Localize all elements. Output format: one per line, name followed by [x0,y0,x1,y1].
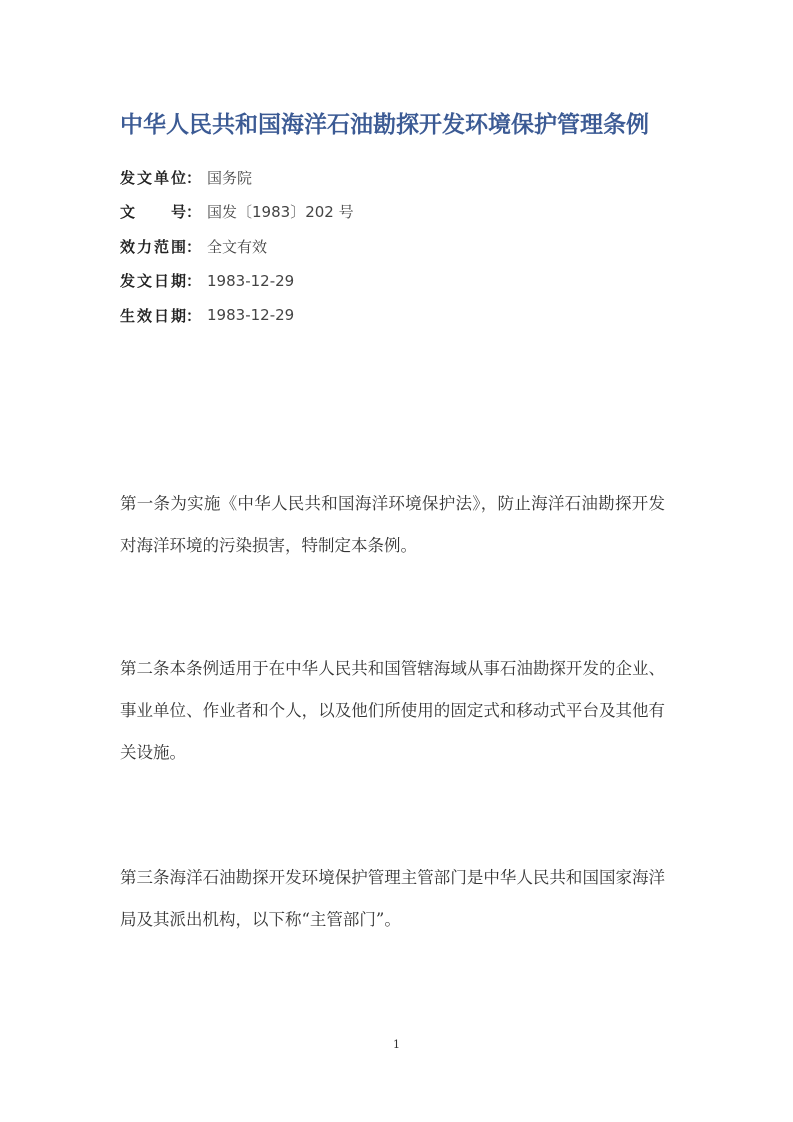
article-3-paragraph: 第三条海洋石油勘探开发环境保护管理主管部门是中华人民共和国国家海洋局及其派出机构，以下称“主管部门”。 [120,868,665,929]
meta-colon: ： [186,237,202,256]
meta-row-scope [120,229,680,264]
document-title: 中华人民共和国海洋石油勘探开发环境保护管理条例 [120,112,649,138]
meta-value-issue-date: 1983-12-29 [207,271,295,290]
meta-colon: ： [186,272,202,291]
meta-colon: ： [186,306,202,325]
meta-label-effective-date: 生效日期 [120,306,186,325]
meta-label-issue-date: 发文日期 [120,272,186,291]
meta-value-doc-number: 国发〔1983〕202 号 [207,203,354,222]
meta-row-issue-date [120,264,680,299]
meta-colon: ： [186,203,202,222]
meta-row-issuer [120,160,680,195]
meta-value-issuer: 国务院 [207,168,253,187]
article-2-paragraph: 第二条本条例适用于在中华人民共和国管辖海域从事石油勘探开发的企业、事业单位、作业者和个人，以及他们所使用的固定式和移动式平台及其他有关设施。 [120,659,665,762]
meta-value-effective-date: 1983-12-29 [207,306,295,325]
meta-row-doc-number [120,195,680,230]
meta-value-scope: 全文有效 [207,237,268,256]
meta-row-effective-date [120,298,680,333]
meta-label-issuer: 发文单位 [120,168,186,187]
meta-colon: ： [186,168,202,187]
meta-label-scope: 效力范围 [120,237,186,256]
article-1-paragraph: 第一条为实施《中华人民共和国海洋环境保护法》，防止海洋石油勘探开发对海洋环境的污染损害，特制定本条例。 [120,494,665,555]
meta-label-doc-number: 文 号 [120,203,186,222]
document-metadata [120,160,680,333]
page-number: 1 [393,1038,400,1051]
